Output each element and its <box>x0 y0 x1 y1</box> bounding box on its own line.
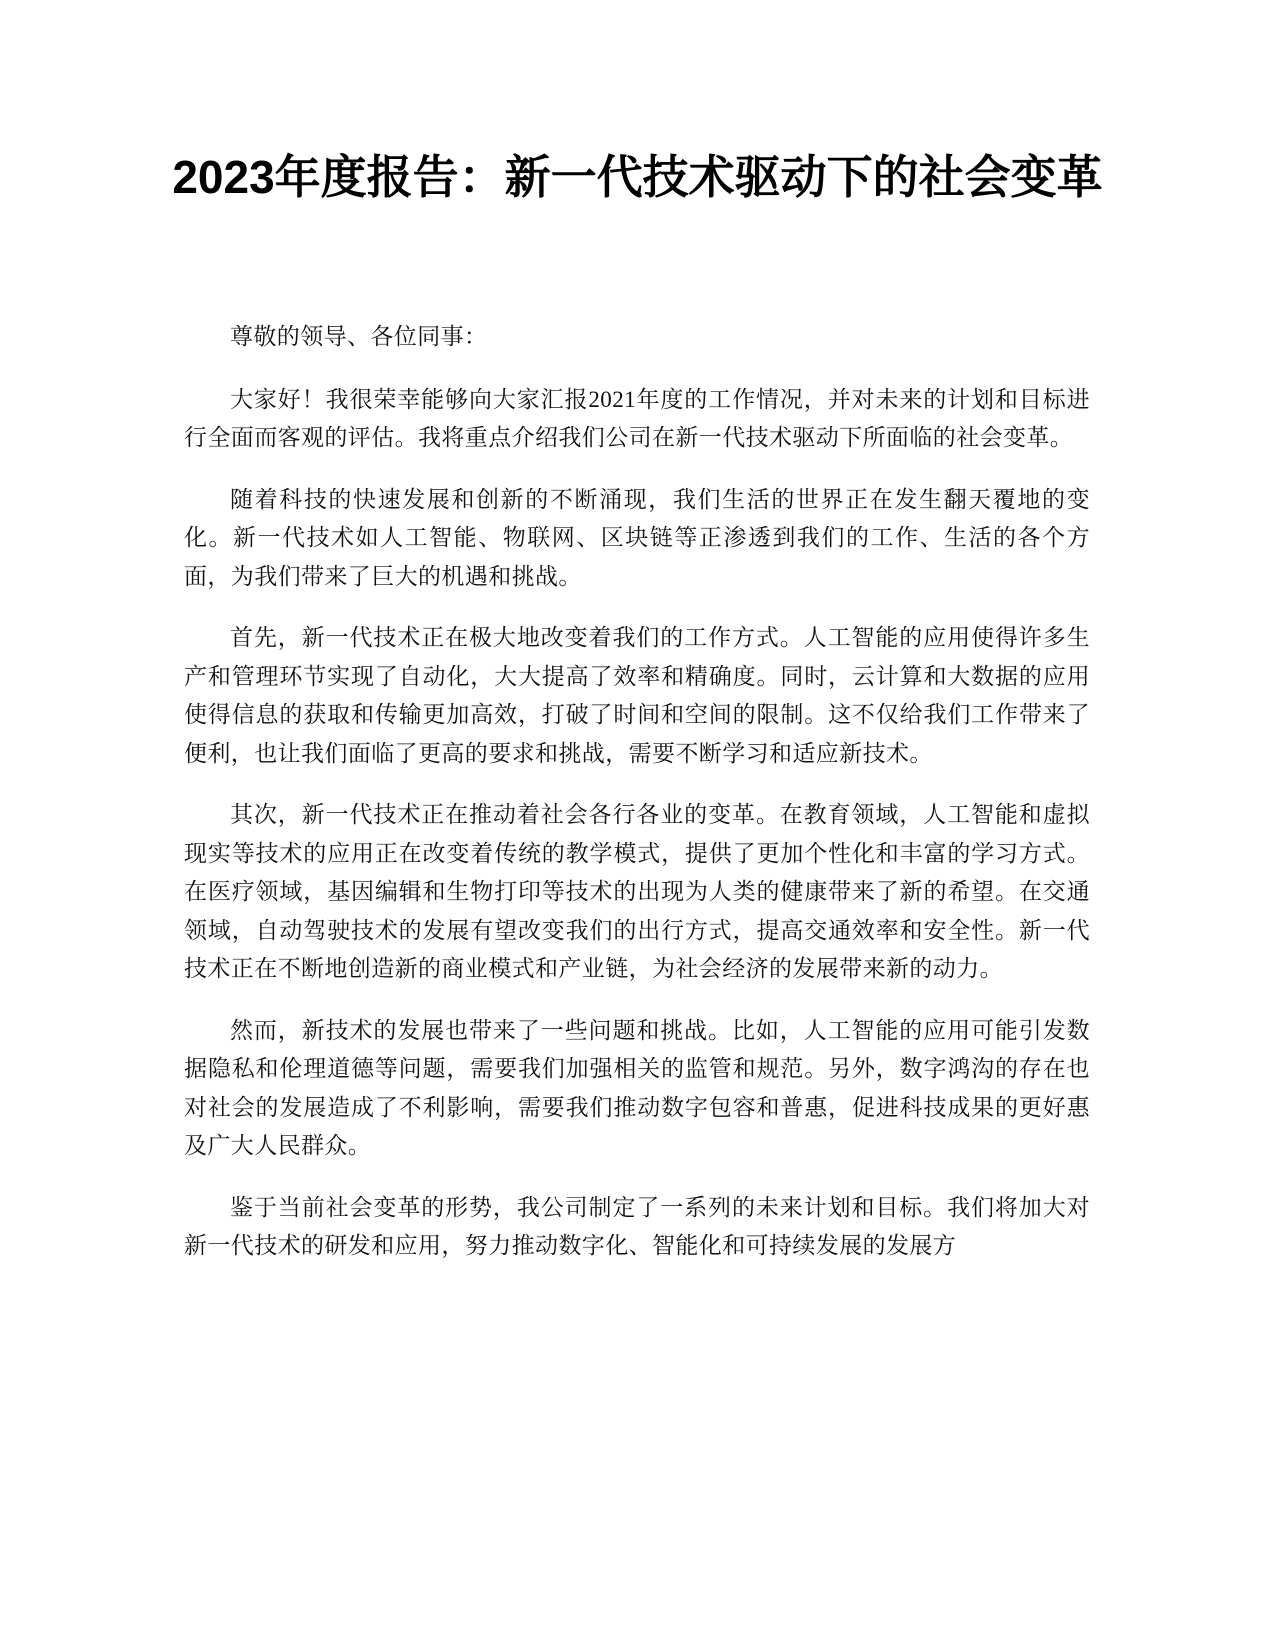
document-title: 2023年度报告：新一代技术驱动下的社会变革 <box>172 151 1103 203</box>
body-paragraph: 鉴于当前社会变革的形势，我公司制定了一系列的未来计划和目标。我们将加大对新一代技术的研发和应用，努力推动数字化、智能化和可持续发展的发展方 <box>184 1194 1090 1258</box>
body-paragraph: 其次，新一代技术正在推动着社会各行各业的变革。在教育领域，人工智能和虚拟现实等技术的应用正在改变着传统的教学模式，提供了更加个性化和丰富的学习方式。在医疗领域，基因编辑和生物打印等技术的出现为人类的健康带来了新的希望。在交通领域，自动驾驶技术的发展有望改变我们的出行方式，提高交通效率和安全性。新一代技术正在不断地创造新的商业模式和产业链，为社会经济的发展带来新的动力。 <box>184 802 1090 981</box>
body-paragraph: 首先，新一代技术正在极大地改变着我们的工作方式。人工智能的应用使得许多生产和管理环节实现了自动化，大大提高了效率和精确度。同时，云计算和大数据的应用使得信息的获取和传输更加高效，打破了时间和空间的限制。这不仅给我们工作带来了便利，也让我们面临了更高的要求和挑战，需要不断学习和适应新技术。 <box>184 625 1090 766</box>
body-paragraph: 然而，新技术的发展也带来了一些问题和挑战。比如，人工智能的应用可能引发数据隐私和伦理道德等问题，需要我们加强相关的监管和规范。另外，数字鸿沟的存在也对社会的发展造成了不利影响，需要我们推动数字包容和普惠，促进科技成果的更好惠及广大人民群众。 <box>184 1017 1090 1158</box>
document-body <box>184 318 1090 1289</box>
salutation-paragraph: 尊敬的领导、各位同事： <box>230 324 488 349</box>
body-paragraph: 大家好！我很荣幸能够向大家汇报2021年度的工作情况，并对未来的计划和目标进行全面而客观的评估。我将重点介绍我们公司在新一代技术驱动下所面临的社会变革。 <box>184 386 1090 450</box>
body-paragraph: 随着科技的快速发展和创新的不断涌现，我们生活的世界正在发生翻天覆地的变化。新一代技术如人工智能、物联网、区块链等正渗透到我们的工作、生活的各个方面，为我们带来了巨大的机遇和挑战。 <box>184 486 1090 589</box>
